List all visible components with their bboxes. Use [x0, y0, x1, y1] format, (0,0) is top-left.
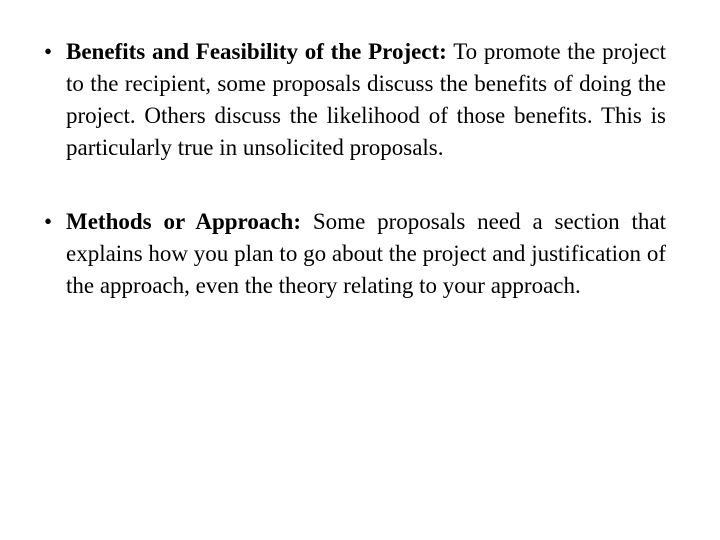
bullet-list — [44, 36, 666, 302]
bullet-text: To promote the project to the recipient, some proposals discuss the benefits of doing the project. Others discuss the likelihood of those benefits. This is particularly true in unsolicited proposals. — [66, 39, 666, 160]
bullet-icon: • — [44, 209, 53, 234]
bullet-icon: • — [44, 39, 53, 64]
bullet-term: Methods or Approach: — [66, 209, 302, 234]
bullet-term: Benefits and Feasibility of the Project: — [66, 39, 447, 64]
bullet-item-benefits — [44, 36, 666, 164]
bullet-item-methods — [44, 206, 666, 302]
bullet-text: Some proposals need a section that explains how you plan to go about the project and justification of the approach, even the theory relating to your approach. — [66, 209, 667, 298]
